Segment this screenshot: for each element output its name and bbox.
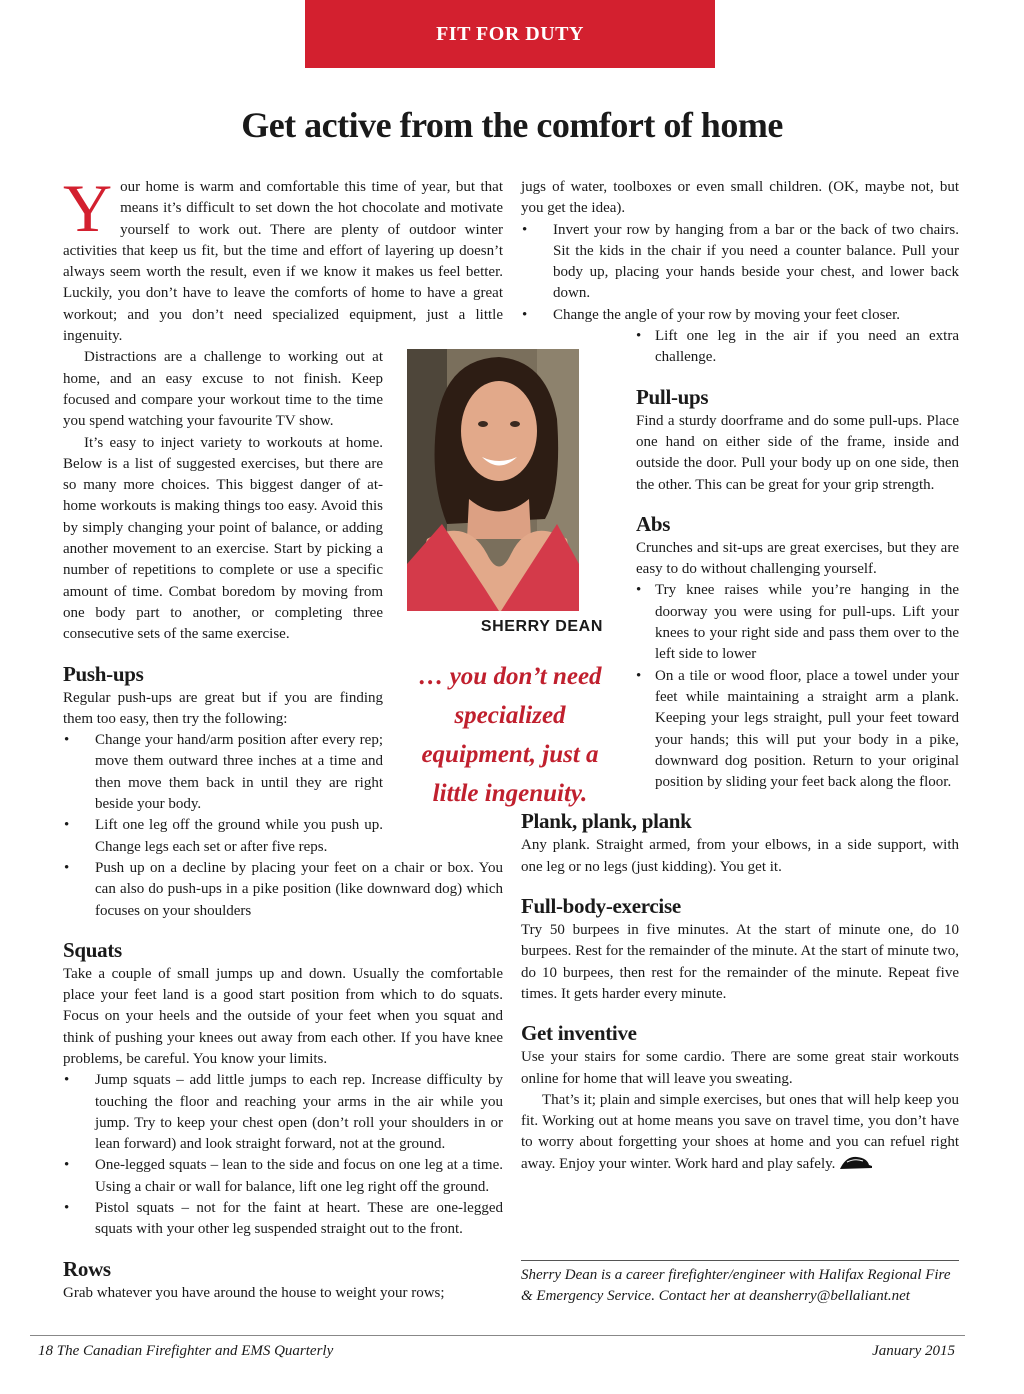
- rows-list: [521, 220, 959, 326]
- footer-divider: [30, 1335, 965, 1336]
- pullups-text: Find a sturdy doorframe and do some pull-ups. Place one hand on either side of the frame, inside and outside the door. Pull your body up on one side, then the other. This can be great for your grip strength.: [636, 412, 959, 493]
- closing-paragraph: [521, 1090, 959, 1175]
- article-title: Get active from the comfort of home: [241, 105, 783, 145]
- right-column: [521, 177, 959, 1175]
- squats-heading: Squats: [63, 937, 122, 962]
- intro-paragraph-3: It’s easy to inject variety to workouts at home. Below is a list of suggested exercises, but there are so many more choices. This biggest danger of at-home workouts is making things too easy. Avoid this by simply changing your point of balance, or adding another movement to an exercise. Start by picking a number of repetitions to complete or use a specific amount of time. Combat boredom by moving from one body part to another, or completing three consecutive sets of the same exercise.: [63, 434, 383, 643]
- helmet-icon: [839, 1155, 873, 1171]
- section-banner: [305, 0, 715, 68]
- rows-text-continued: jugs of water, toolboxes or even small children. (OK, maybe not, but you get the idea).: [521, 179, 959, 217]
- closing-paragraph-text: That’s it; plain and simple exercises, but ones that will help keep you fit. Working out at home means you save on travel time, you don’t have to worry about forgetting your shoes at home and you can refuel right away. Enjoy your winter. Work hard and play safely.: [521, 1091, 959, 1172]
- pullups-heading: Pull-ups: [636, 384, 709, 409]
- inventive-text: Use your stairs for some cardio. There are some great stair workouts online for home that will leave you sweating.: [521, 1049, 959, 1087]
- intro-paragraph-1: [63, 170, 503, 347]
- drop-cap: Y: [63, 170, 113, 246]
- squats-item: • Jump squats – add little jumps to each rep. Increase difficulty by touching the floor and reaching your arms in the air while you jump. Try to keep your chest open (don’t roll your shoulders in or lean forward) and look straight forward, not at the ground.: [63, 1070, 503, 1155]
- pushups-item: • Push up on a decline by placing your feet on a chair or box. You can also do push-ups in a pike position (like downward dog) which focuses on your shoulders: [63, 858, 503, 922]
- squats-intro: Take a couple of small jumps up and down. Usually the comfortable place your feet land is a good start position from which to do squats. Focus on your heels and the outside of your feet when you squat and think of pushing your knees out away from each other. If you have knee problems, be careful. You know your limits.: [63, 965, 503, 1067]
- section-banner-label: FIT FOR DUTY: [436, 22, 584, 45]
- fullbody-text: Try 50 burpees in five minutes. At the start of minute one, do 10 burpees. Rest for the remainder of the minute. At the start of minute two, do 10 burpees, then rest for the remainder of the minute. Repeat five times. It gets harder every minute.: [521, 922, 959, 1002]
- intro-paragraph-2: Distractions are a challenge to working out at home, and an easy excuse to not finish. Keep focused and compare your workout time to the time you spend watching your favourite TV show.: [63, 349, 383, 430]
- rows-sub-list: [521, 326, 959, 369]
- squats-item: • Pistol squats – not for the faint at heart. These are one-legged squats with your other leg suspended straight out to the front.: [63, 1198, 503, 1241]
- pushups-item: • Lift one leg off the ground while you push up. Change legs each set or after five reps.: [63, 815, 503, 858]
- pushups-item: • Change your hand/arm position after every rep; move them outward three inches at a time and then move them back in until they are right beside your body.: [63, 730, 503, 815]
- rows-sub-item: • Lift one leg in the air if you need an extra challenge.: [636, 326, 959, 369]
- pull-quote: … you don’t need specialized equipment, just a little ingenuity.: [418, 663, 602, 807]
- rows-heading: Rows: [63, 1256, 111, 1281]
- abs-item: • Try knee raises while you’re hanging in the doorway you were using for pull-ups. Lift your knees to your right side and pass them over to the left side to lower: [636, 580, 959, 665]
- inventive-heading: Get inventive: [521, 1021, 637, 1046]
- abs-text: Crunches and sit-ups are great exercises, but they are easy to do without challenging yourself.: [636, 539, 959, 578]
- plank-text: Any plank. Straight armed, from your elbows, in a side support, with one leg or no legs (just kidding). You get it.: [521, 837, 959, 875]
- intro-paragraph-1-text: our home is warm and comfortable this time of year, but that means it’s difficult to set down the hot chocolate and motivate yourself to work out. There are plenty of outdoor winter activities that keep us fit, but the time and effort of layering up doesn’t always seem worth the result, even if we know it makes us feel better. Luckily, you don’t have to leave the comforts of home to have a great workout; and you don’t need specialized equipment, just a little ingenuity.: [63, 179, 503, 345]
- abs-list: [521, 580, 959, 793]
- pullups-section: [521, 385, 959, 581]
- abs-item: • On a tile or wood floor, place a towel under your feet while maintaining a straight arm a plank. Keeping your legs straight, pull your feet toward your hands; this will put your body in a pike, downward dog position. Return to your original position by sliding your feet back along the floor.: [636, 666, 959, 794]
- rows-item: • Invert your row by hanging from a bar or the back of two chairs. Sit the kids in the chair if you need a counter balance. Pull your body up, placing your hands beside your chest, and lower back down.: [521, 220, 959, 305]
- squats-item: • One-legged squats – lean to the side and focus on one leg at a time. Using a chair or wall for balance, lift one leg right off the ground.: [63, 1155, 503, 1198]
- footer-date: January 2015: [872, 1343, 955, 1359]
- rows-item: • Change the angle of your row by moving your feet closer.: [521, 305, 959, 326]
- squats-list: [63, 1070, 503, 1240]
- fullbody-heading: Full-body-exercise: [521, 894, 681, 919]
- pushups-intro: Regular push-ups are great but if you are finding them too easy, then try the following:: [63, 689, 383, 727]
- photo-caption: SHERRY DEAN: [480, 618, 603, 635]
- pushups-heading: Push-ups: [63, 661, 144, 686]
- author-bio: Sherry Dean is a career firefighter/engineer with Halifax Regional Fire & Emergency Service. Contact her at deansherry@bellaliant.net: [521, 1260, 959, 1307]
- rows-text-start: Grab whatever you have around the house to weight your rows;: [63, 1284, 445, 1301]
- footer-page-info: 18 The Canadian Firefighter and EMS Quarterly: [38, 1343, 334, 1359]
- abs-heading: Abs: [636, 511, 671, 536]
- plank-heading: Plank, plank, plank: [521, 809, 692, 834]
